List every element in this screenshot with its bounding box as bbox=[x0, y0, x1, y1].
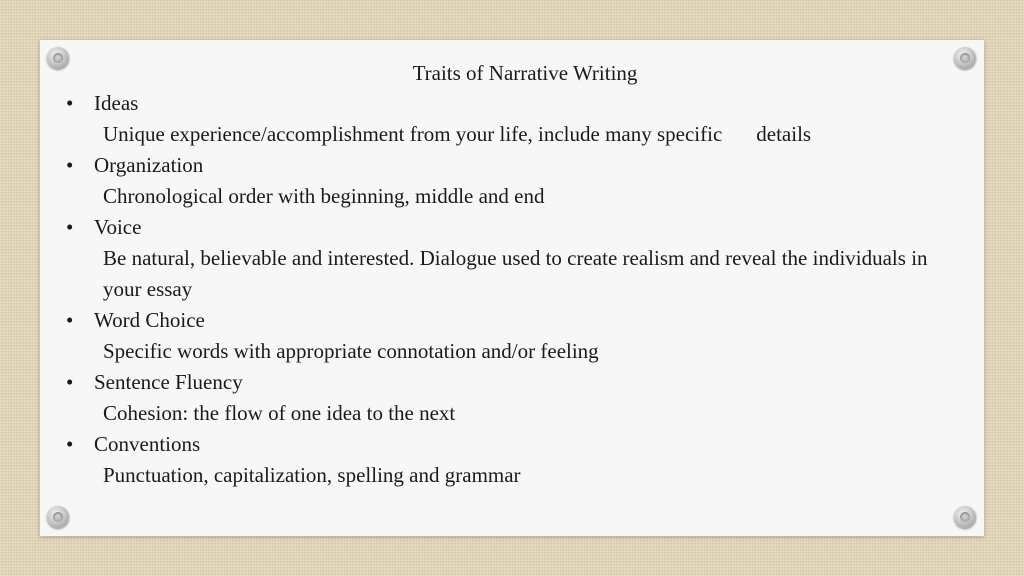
trait-detail-sentence-fluency: Cohesion: the flow of one idea to the next bbox=[103, 401, 456, 425]
slide-card bbox=[40, 40, 984, 536]
bullet-icon: • bbox=[66, 215, 74, 239]
pin-icon-bottom-left bbox=[47, 506, 69, 528]
trait-name: Sentence Fluency bbox=[94, 370, 243, 394]
bullet-icon: • bbox=[66, 91, 74, 115]
trait-detail-tail: details bbox=[756, 122, 812, 146]
trait-ideas bbox=[64, 88, 964, 119]
trait-detail-voice: Be natural, believable and interested. Dialogue used to create realism and reveal the individuals in your essay bbox=[103, 246, 928, 301]
trait-conventions bbox=[64, 429, 964, 460]
trait-name: Voice bbox=[94, 215, 142, 239]
slide-content bbox=[64, 58, 964, 491]
trait-word-choice bbox=[64, 305, 964, 336]
trait-detail-conventions: Punctuation, capitalization, spelling and grammar bbox=[103, 463, 521, 487]
trait-detail-ideas bbox=[64, 119, 964, 150]
trait-name: Ideas bbox=[94, 91, 139, 115]
pin-icon-bottom-right bbox=[954, 506, 976, 528]
trait-detail-organization: Chronological order with beginning, middle and end bbox=[103, 184, 545, 208]
trait-detail-word-choice: Specific words with appropriate connotation and/or feeling bbox=[103, 339, 599, 363]
bullet-icon: • bbox=[66, 370, 74, 394]
bullet-icon: • bbox=[66, 308, 74, 332]
trait-name: Organization bbox=[94, 153, 204, 177]
bullet-icon: • bbox=[66, 153, 74, 177]
bullet-icon: • bbox=[66, 432, 74, 456]
slide-title: Traits of Narrative Writing bbox=[412, 61, 638, 85]
trait-sentence-fluency bbox=[64, 367, 964, 398]
trait-detail-main: Unique experience/accomplishment from your life, include many specific bbox=[103, 122, 723, 146]
trait-organization bbox=[64, 150, 964, 181]
trait-name: Conventions bbox=[94, 432, 201, 456]
trait-name: Word Choice bbox=[94, 308, 205, 332]
trait-voice bbox=[64, 212, 964, 243]
